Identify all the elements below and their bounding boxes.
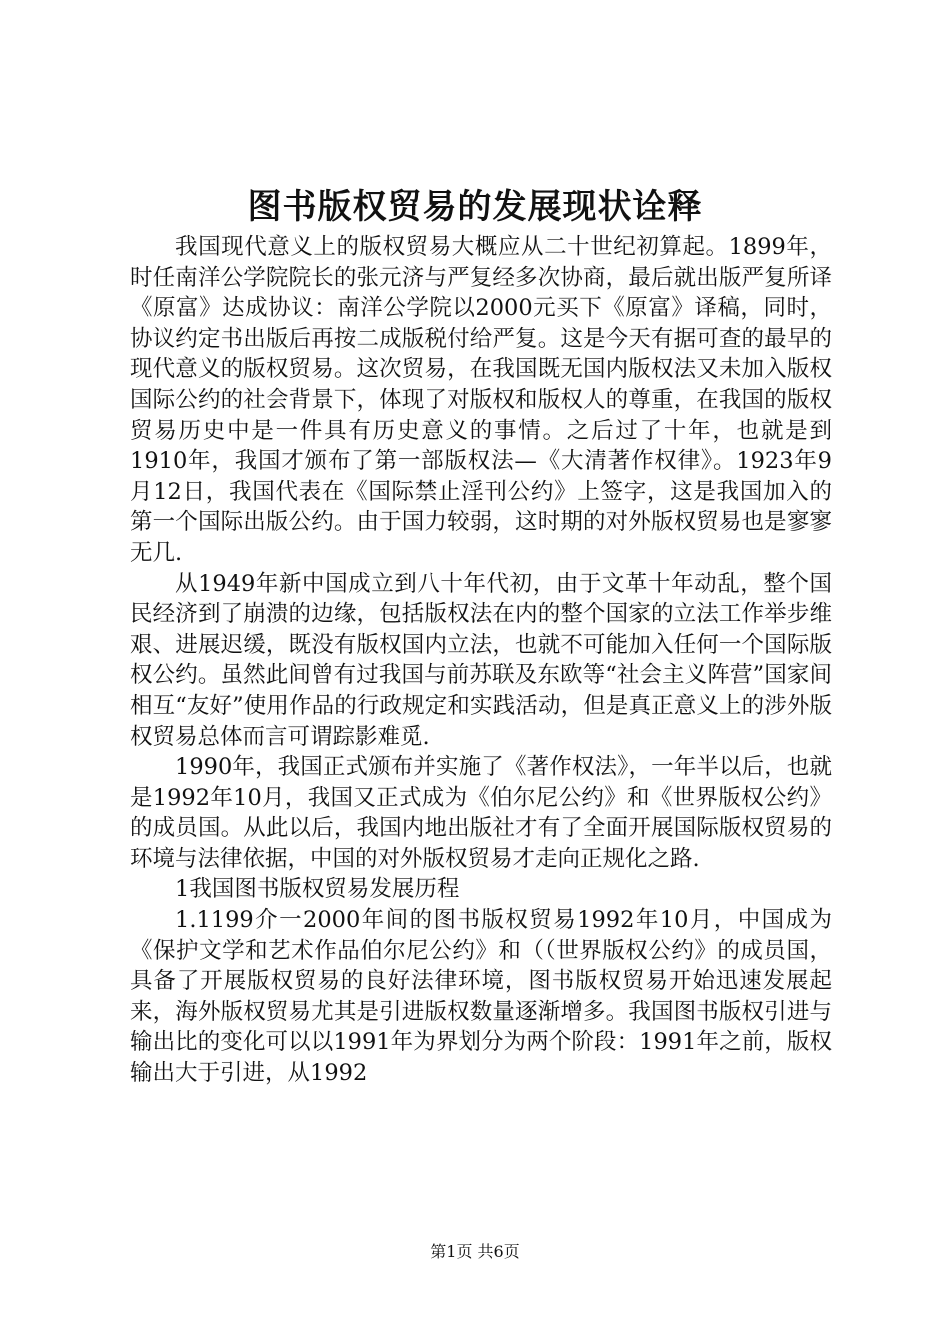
document-title: 图书版权贸易的发展现状诠释 [247, 187, 703, 227]
paragraph-history-origin: 我国现代意义上的版权贸易大概应从二十世纪初算起。1899年，时任南洋公学院院长的张元济与严复经多次协商，最后就出版严复所译《原富》达成协议：南洋公学院以2000元买下《原富》译稿，同时，协议约定书出版后再按二成版税付给严复。这是今天有据可查的最早的现代意义的版权贸易。这次贸易，在我国既无国内版权法又未加入版权国际公约的社会背景下，体现了对版权和版权人的尊重，在我国的版权贸易历史中是一件具有历史意义的事情。之后过了十年，也就是到1910年，我国才颁布了第一部版权法—《大清著作权律》。1923年9月12日，我国代表在《国际禁止淫刊公约》上签字，这是我国加入的第一个国际出版公约。由于国力较弱，这时期的对外版权贸易也是寥寥无几. [130, 234, 832, 566]
paragraph-1992-2000-trade: 1.1199介一2000年间的图书版权贸易1992年10月，中国成为《保护文学和艺术作品伯尔尼公约》和（（世界版权公约》的成员国，具备了开展版权贸易的良好法律环境，图书版权贸易开始迅速发展起来，海外版权贸易尤其是引进版权数量逐渐增多。我国图书版权引进与输出比的变化可以以1991年为界划分为两个阶段：1991年之前，版权输出大于引进，从1992 [130, 907, 832, 1087]
page-number-footer: 第1页 共6页 [430, 1242, 520, 1261]
paragraph-1949-1980: 从1949年新中国成立到八十年代初，由于文革十年动乱，整个国民经济到了崩溃的边缘，包括版权法在内的整个国家的立法工作举步维艰、进展迟缓，既没有版权国内立法，也就不可能加入任何一个国际版权公约。虽然此间曾有过我国与前苏联及东欧等“社会主义阵营”国家间相互“友好”使用作品的行政规定和实践活动，但是真正意义上的涉外版权贸易总体而言可谓踪影难觅. [130, 570, 832, 750]
section-heading-development-history: 1我国图书版权贸易发展历程 [175, 876, 460, 903]
paragraph-1990-law: 1990年，我国正式颁布并实施了《著作权法》，一年半以后，也就是1992年10月，我国又正式成为《伯尔尼公约》和《世界版权公约》的成员国。从此以后，我国内地出版社才有了全面开展国际版权贸易的环境与法律依据，中国的对外版权贸易才走向正规化之路. [130, 754, 832, 872]
document-body [130, 232, 832, 1089]
